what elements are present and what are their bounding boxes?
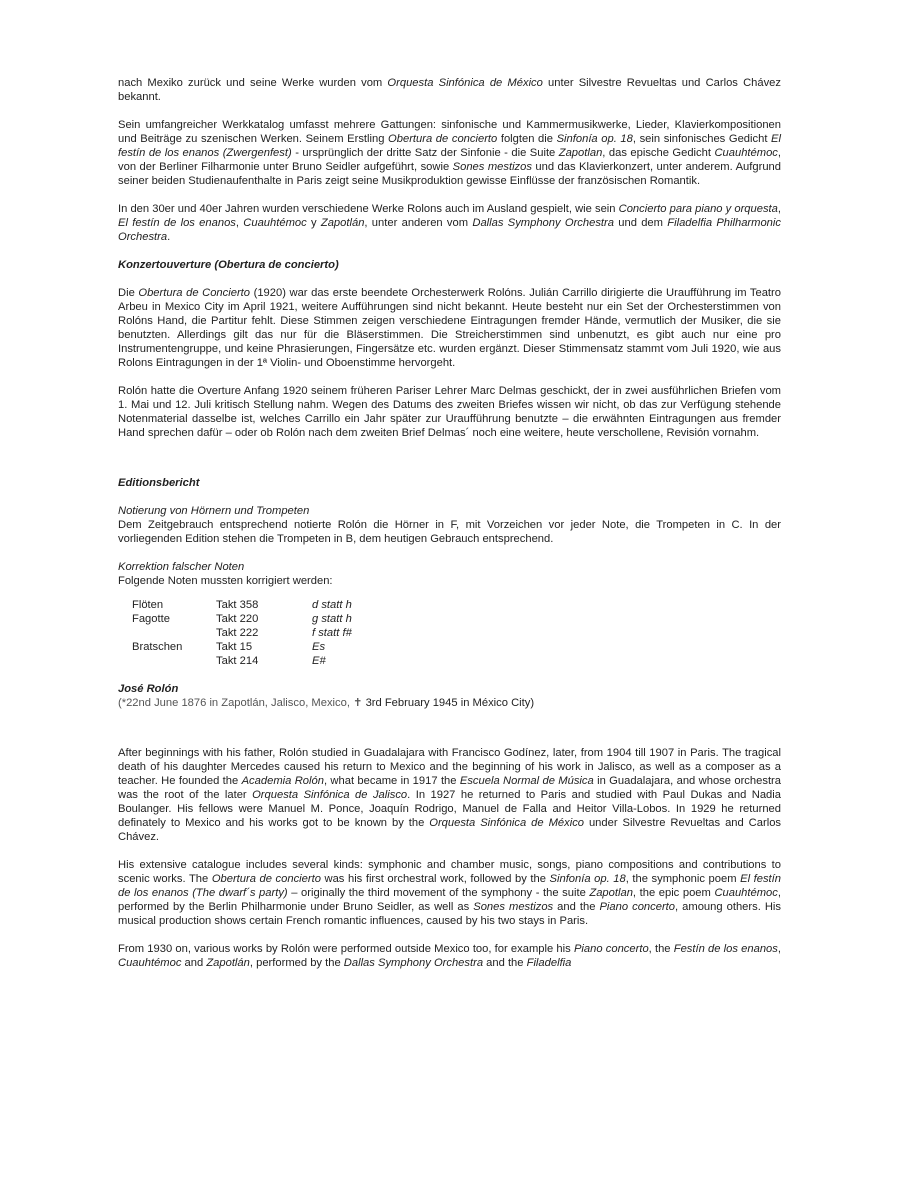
italic-title: Zapotlán (206, 957, 250, 969)
life-dates-death: 3rd February 1945 in México City) (365, 697, 535, 709)
instrument-cell: Flöten (132, 599, 164, 611)
table-row (132, 612, 352, 626)
italic-title: El festín de los enanos (The dwarf´s party) (118, 873, 781, 899)
italic-title: Obertura de concierto (388, 133, 498, 145)
italic-title: Zapotlan (558, 147, 603, 159)
italic-title: Festín de los enanos (673, 943, 778, 955)
composer-name: José Rolón (118, 683, 179, 695)
note-cell: d statt h (312, 599, 352, 611)
paragraph: In den 30er und 40er Jahren wurden verschiedene Werke Rolons auch im Ausland gespielt, wie sein Concierto para piano y orquesta, El festín de los enanos, Cuauhtémoc y Zapotlán, unter anderen vom Dallas Symphony Orchestra und dem Filadelfia Philharmonic Orchestra. (118, 203, 781, 243)
italic-title: Sones mestizos (452, 161, 532, 173)
italic-title: Sinfonía op. 18 (549, 873, 626, 885)
note-cell: g statt h (312, 613, 352, 625)
instrument-cell (132, 626, 216, 640)
life-dates (118, 696, 781, 710)
paragraph: nach Mexiko zurück und seine Werke wurden vom Orquesta Sinfónica de México unter Silvestre Revueltas und Carlos Chávez bekannt. (118, 77, 781, 103)
italic-title: Zapotlán (320, 217, 365, 229)
italic-title: Orquesta Sinfónica de México (429, 817, 585, 829)
paragraph: Folgende Noten mussten korrigiert werden: (118, 575, 333, 587)
italic-title: Dallas Symphony Orchestra (343, 957, 484, 969)
bar-cell: Takt 222 (216, 627, 259, 639)
paragraph: From 1930 on, various works by Rolón were performed outside Mexico too, for example his Piano concerto, the Festín de los enanos, Cuauhtémoc and Zapotlán, performed by the Dallas Symphony Orchestra and the Filadelfia (118, 943, 781, 969)
italic-title: Obertura de concierto (211, 873, 321, 885)
table-row (132, 654, 352, 668)
italic-title: El festín de los enanos (118, 217, 236, 229)
italic-title: Orquesta Sinfónica de Jalisco (252, 789, 408, 801)
section-heading: Editionsbericht (118, 477, 200, 489)
life-dates-birth: (*22nd June 1876 in Zapotlán, Jalisco, Mexico, ✝ (118, 697, 366, 709)
paragraph: Rolón hatte die Overture Anfang 1920 seinem früheren Pariser Lehrer Marc Delmas geschickt, der in zwei ausführlichen Briefen vom 1. Mai und 12. Juli kritisch Stellung nahm. Wegen des Datums des zweiten Briefes wissen wir nicht, ob das zur Verfügung stehende Notenmaterial dasselbe ist, welches Carrillo ein Jahr später zur Uraufführung benutzte – die erwähnten Eintragungen aus fremder Hand sprechen dafür – oder ob Rolón nach dem zweiten Brief Delmas´ noch eine weitere, heute verschollene, Revisión vornahm. (118, 385, 781, 439)
instrument-cell: Bratschen (132, 641, 183, 653)
note-cell: f statt f# (312, 627, 352, 639)
italic-title: Orquesta Sinfónica de México (387, 77, 543, 89)
italic-title: Concierto para piano y orquesta (618, 203, 778, 215)
italic-title: Zapotlan (589, 887, 633, 899)
paragraph: Dem Zeitgebrauch entsprechend notierte Rolón die Hörner in F, mit Vorzeichen vor jeder Note, die Trompeten in C. In der vorliegenden Edition stehen die Trompeten in B, dem heutigen Gebrauch entsprechend. (118, 519, 781, 545)
italic-title: Dallas Symphony Orchestra (472, 217, 614, 229)
document-page (118, 76, 781, 970)
table-row (132, 626, 352, 640)
italic-title: Piano concerto (599, 901, 676, 913)
italic-title: Piano concerto (573, 943, 649, 955)
italic-title: Escuela Normal de Música (459, 775, 594, 787)
paragraph: Die Obertura de Concierto (1920) war das erste beendete Orchesterwerk Rolóns. Julián Carrillo dirigierte die Uraufführung im Teatro Arbeu in Mexico City im April 1921, weitere Aufführungen sind nicht bekannt. Heute besteht nur ein Set der Orchesterstimmen von Rolóns Hand, die Partitur fehlt. Diese Stimmen zeigen verschiedene Eintragungen fremder Hände, vermutlich der Musiker, die sie benutzten. Allerdings gilt das nur für die Bläserstimmen. Die Streicherstimmen sind unbenutzt, es gibt auch nur eine pro Instrumentengruppe, und keine Phrasierungen, Fingersätze etc. wurden ergänzt. Dieser Stimmensatz stammt vom Juli 1920, wie aus Rolons Eintragungen in der 1ª Violin- und Oboenstimme hervorgeht. (118, 287, 781, 369)
subheading: Korrektion falscher Noten (118, 561, 245, 573)
bar-cell: Takt 15 (216, 641, 253, 653)
instrument-cell: Fagotte (132, 613, 170, 625)
section-heading: Konzertouverture (Obertura de concierto) (118, 259, 339, 271)
italic-title: Cuauhtémoc (243, 217, 307, 229)
italic-title: Filadelfia Philharmonic Orchestra (118, 217, 781, 243)
italic-title: Sones mestizos (473, 901, 554, 913)
paragraph: Sein umfangreicher Werkkatalog umfasst mehrere Gattungen: sinfonische und Kammermusikwerke, Lieder, Klavierkompositionen und Beiträge zu szenischen Werken. Seinem Erstling Obertura de concierto folgten die Sinfonía op. 18, sein sinfonisches Gedicht El festín de los enanos (Zwergenfest) - ursprünglich der dritte Satz der Sinfonie - die Suite Zapotlan, das epische Gedicht Cuauhtémoc, von der Berliner Filharmonie unter Bruno Seidler aufgeführt, sowie Sones mestizos und das Klavierkonzert, unter anderem. Aufgrund seiner beiden Studienaufenthalte in Paris zeigt seine Musikproduktion gewisse Einflüsse der französischen Romantik. (118, 119, 781, 187)
italic-title: Filadelfia (526, 957, 572, 969)
bar-cell: Takt 358 (216, 599, 259, 611)
note-cell: Es (312, 641, 326, 653)
italic-title: Obertura de Concierto (138, 287, 251, 299)
paragraph: His extensive catalogue includes several kinds: symphonic and chamber music, songs, piano compositions and contributions to scenic works. The Obertura de concierto was his first orchestral work, followed by the Sinfonía op. 18, the symphonic poem El festín de los enanos (The dwarf´s party) – originally the third movement of the symphony - the suite Zapotlan, the epic poem Cuauhtémoc, performed by the Berlin Philharmonie under Bruno Seidler, as well as Sones mestizos and the Piano concerto, amoung others. His musical production shows certain French romantic influences, caused by his two stays in Paris. (118, 859, 781, 927)
italic-title: Sinfonía op. 18 (556, 133, 633, 145)
italic-title: Cuauhtémoc (714, 887, 778, 899)
subheading: Notierung von Hörnern und Trompeten (118, 505, 310, 517)
table-row (132, 598, 352, 612)
bar-cell: Takt 214 (216, 655, 259, 667)
italic-title: Academia Rolón (241, 775, 324, 787)
table-row (132, 640, 352, 654)
corrections-table (132, 598, 352, 668)
italic-title: Cuauhtémoc (714, 147, 778, 159)
bar-cell: Takt 220 (216, 613, 259, 625)
instrument-cell (132, 654, 216, 668)
note-cell: E# (312, 655, 326, 667)
italic-title: Cuauhtémoc (118, 957, 182, 969)
italic-title: El festín de los enanos (Zwergenfest) (118, 133, 781, 159)
paragraph: After beginnings with his father, Rolón studied in Guadalajara with Francisco Godínez, later, from 1904 till 1907 in Paris. The tragical death of his daughter Mercedes caused his return to Mexico and the beginning of his work in Jalisco, as well as a composer as a teacher. He founded the Academia Rolón, what became in 1917 the Escuela Normal de Música in Guadalajara, and whose orchestra was the root of the later Orquesta Sinfónica de Jalisco. In 1927 he returned to Paris and studied with Paul Dukas and Nadia Boulanger. His fellows were Manuel M. Ponce, Joaquín Rodrigo, Manuel de Falla and Heitor Villa-Lobos. In 1929 he returned definately to Mexico and his works got to be known by the Orquesta Sinfónica de México under Silvestre Revueltas and Carlos Chávez. (118, 747, 782, 843)
